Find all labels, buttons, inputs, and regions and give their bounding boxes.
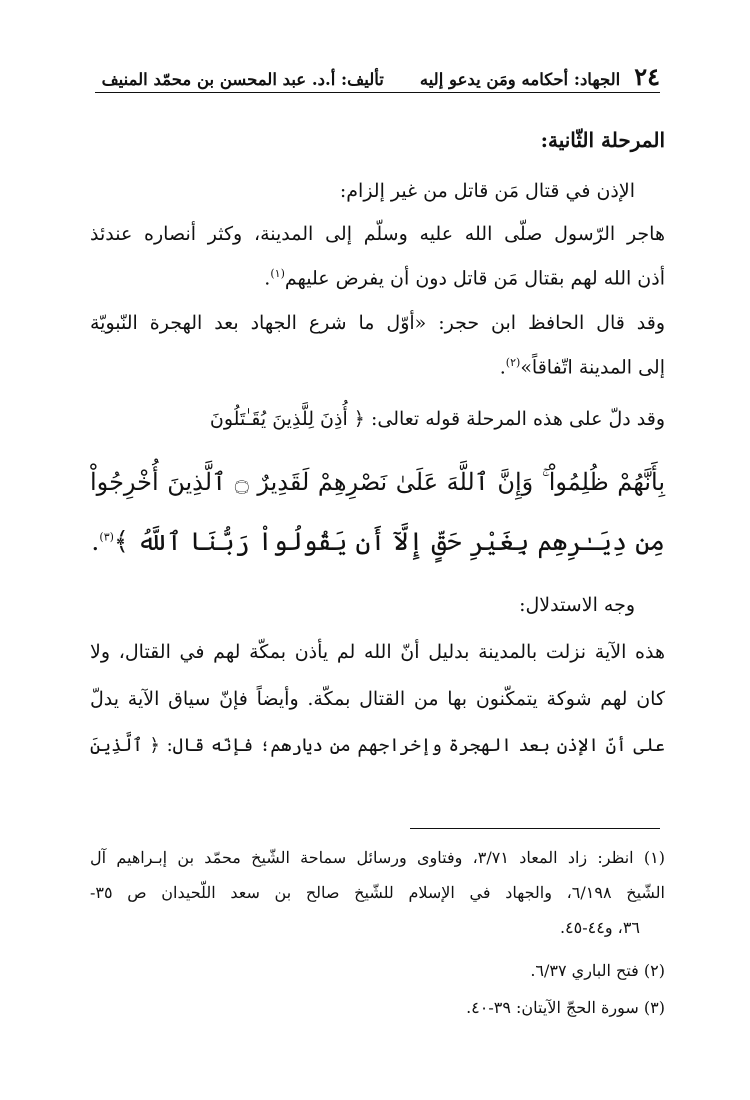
author-line: تأليف: أ.د. عبد المحسن بن محمّد المنيف — [101, 70, 384, 89]
footnote-ref-1: (١) — [270, 267, 285, 280]
running-header — [95, 62, 660, 91]
page-number: ٢٤ — [634, 62, 660, 91]
section-subheading: الإذن في قتال مَن قاتل من غير إلزام: — [339, 180, 635, 202]
footnote-1-line-3: ٣٦، و٤٤-٤٥. — [559, 918, 640, 937]
paragraph-4-line-3: على أنّ الإذن بعد الهجرة وإخراجهم من ديارهم؛ فإنّه قال: ﴿ ٱلَّذِينَ — [90, 735, 665, 756]
footnote-3: (٣) سورة الحجّ الآيتان: ٣٩-٤٠. — [466, 998, 665, 1017]
paragraph-1-line-1: هاجر الرّسول صلّى الله عليه وسلّم إلى المدينة، وكثر أنصاره عندئذ — [90, 223, 665, 245]
section-heading: المرحلة الثّانية: — [540, 128, 665, 152]
footnote-ref-3: (٣) — [99, 530, 114, 544]
quran-verse-text: مِن دِيَـٰرِهِم بِغَيْرِ حَقٍّ إِلَّآ أَن يَقُولُواْ رَبُّنَا ٱللَّهُ ﴾ — [113, 527, 665, 557]
paragraph-2-line-1: وقد قال الحافظ ابن حجر: «أوّل ما شرع الجهاد بعد الهجرة النّبويّة — [90, 312, 665, 334]
paragraph-1-line-2 — [264, 268, 665, 288]
paragraph-3-line-1: وقد دلّ على هذه المرحلة قوله تعالى: ﴿ أُذِنَ لِلَّذِينَ يُقَـٰتَلُونَ — [209, 408, 665, 430]
footnote-1-line-1: (١) انظر: زاد المعاد ٣/٧١، وفتاوى ورسائل سماحة الشّيخ محمّد بن إبـراهيم آل — [90, 848, 665, 867]
footnote-2: (٢) فتح الباري ٦/٣٧. — [530, 961, 665, 980]
paragraph-1-text: أذن الله لهم بقتال مَن قاتل دون أن يفرض عليهم — [284, 267, 665, 290]
header-rule — [95, 92, 660, 93]
paragraph-2-line-2 — [500, 357, 665, 377]
footnote-separator — [410, 828, 660, 829]
paragraph-2-end: . — [499, 356, 506, 379]
quran-verse-line-1: بِأَنَّهُمْ ظُلِمُواْ ۚ وَإِنَّ ٱللَّهَ عَلَىٰ نَصْرِهِمْ لَقَدِيرٌ ۝ ٱلَّذِينَ أُخْرِجُواْ — [90, 468, 666, 496]
quran-verse-line-2 — [91, 527, 665, 557]
footnote-1-line-2: الشّيخ ٦/١٩٨، والجهاد في الإسلام للشّيخ صالح بن سعد اللّحيدان ص ٣٥- — [90, 883, 665, 902]
paragraph-4-line-1: هذه الآية نزلت بالمدينة بدليل أنّ الله لم يأذن بمكّة لهم في القتال، ولا — [90, 641, 665, 663]
quran-verse-end: . — [91, 527, 100, 557]
inference-heading: وجه الاستدلال: — [519, 594, 635, 616]
book-title: الجهاد: أحكامه ومَن يدعو إليه — [419, 70, 621, 89]
paragraph-4-line-2: كان لهم شوكة يتمكّنون بها من القتال بمكّة. وأيضاً فإنّ سياق الآية يدلّ — [90, 688, 665, 710]
paragraph-1-end: . — [264, 267, 271, 290]
footnote-ref-2: (٢) — [505, 356, 521, 369]
paragraph-2-text: إلى المدينة اتّفاقاً» — [520, 356, 665, 379]
